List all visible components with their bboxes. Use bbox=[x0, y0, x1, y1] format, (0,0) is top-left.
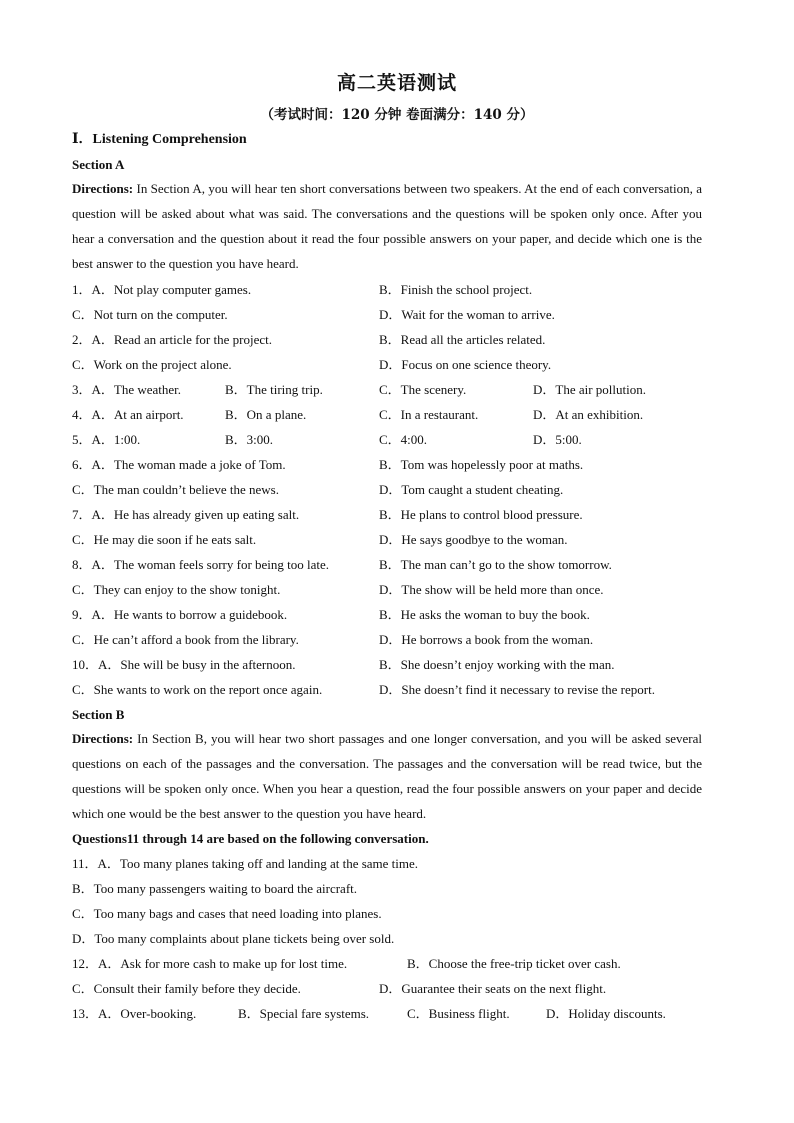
q2-option-b: B．Read all the articles related. bbox=[379, 332, 546, 347]
exam-info: （考试时间：120 分钟 卷面满分：140 分） bbox=[260, 107, 534, 123]
q5-option-c: C．4:00. bbox=[379, 432, 428, 447]
q12-option-d: D．Guarantee their seats on the next flight. bbox=[379, 981, 607, 996]
q11-option-d: D．Too many complaints about plane tickets being over sold. bbox=[72, 931, 395, 946]
q11-option-c: C．Too many bags and cases that need loading into planes. bbox=[72, 906, 382, 921]
q3-option-a: 3．A．The weather. bbox=[72, 382, 182, 397]
q12-option-c: C．Consult their family before they decide. bbox=[72, 981, 301, 996]
q4-option-d: D．At an exhibition. bbox=[533, 407, 644, 422]
q10-option-b: B．She doesn’t enjoy working with the man. bbox=[379, 657, 615, 672]
q9-option-b: B．He asks the woman to buy the book. bbox=[379, 607, 590, 622]
q2-option-d: D．Focus on one science theory. bbox=[379, 357, 552, 372]
q6-option-c: C．The man couldn’t believe the news. bbox=[72, 482, 279, 497]
q2-option-c: C．Work on the project alone. bbox=[72, 357, 232, 372]
q1-option-c: C．Not turn on the computer. bbox=[72, 307, 228, 322]
q4-option-a: 4．A．At an airport. bbox=[72, 407, 184, 422]
q12-option-b: B．Choose the free-trip ticket over cash. bbox=[407, 956, 621, 971]
q10-option-c: C．She wants to work on the report once again. bbox=[72, 682, 323, 697]
q5-option-a: 5．A．1:00. bbox=[72, 432, 141, 447]
q5-option-d: D．5:00. bbox=[533, 432, 582, 447]
q9-option-c: C．He can’t afford a book from the library. bbox=[72, 632, 299, 647]
q13-option-b: B．Special fare systems. bbox=[238, 1006, 370, 1021]
section-b-heading: Section B bbox=[72, 707, 125, 722]
q3-option-c: C．The scenery. bbox=[379, 382, 467, 397]
q8-option-d: D．The show will be held more than once. bbox=[379, 582, 604, 597]
q6-option-d: D．Tom caught a student cheating. bbox=[379, 482, 564, 497]
directions-text: In Section A, you will hear ten short conversations between two speakers. At the end of each conversation, a question will be asked about what was said. The conversations and the questions will be spoken only once. After you hear a conversation and the question about it read the four possible answers on your paper, and decide which one is the best answer to the question you have heard. bbox=[72, 181, 702, 271]
q9-option-a: 9．A．He wants to borrow a guidebook. bbox=[72, 607, 288, 622]
q13-option-d: D．Holiday discounts. bbox=[546, 1006, 666, 1021]
q2-option-a: 2．A．Read an article for the project. bbox=[72, 332, 272, 347]
q3-option-b: B．The tiring trip. bbox=[225, 382, 323, 397]
q10-option-a: 10．A．She will be busy in the afternoon. bbox=[72, 657, 296, 672]
section-a-heading: Section A bbox=[72, 157, 125, 172]
directions-text: In Section B, you will hear two short passages and one longer conversation, and you will be asked several questions on each of the passages and the conversation. The passages and the conversation will be read twice, but the questions will be spoken only once. When you hear a question, read the four possible answers on your paper and decide which one would be the best answer to the question you have heard. bbox=[72, 731, 702, 821]
q7-option-c: C．He may die soon if he eats salt. bbox=[72, 532, 257, 547]
section-b-directions bbox=[72, 726, 702, 826]
directions-label: Directions: bbox=[72, 731, 134, 746]
q1-option-b: B．Finish the school project. bbox=[379, 282, 533, 297]
q8-option-a: 8．A．The woman feels sorry for being too late. bbox=[72, 557, 330, 572]
q5-option-b: B．3:00. bbox=[225, 432, 274, 447]
q6-option-a: 6．A．The woman made a joke of Tom. bbox=[72, 457, 286, 472]
q6-option-b: B．Tom was hopelessly poor at maths. bbox=[379, 457, 584, 472]
q11-option-b: B．Too many passengers waiting to board the aircraft. bbox=[72, 881, 358, 896]
q12-option-a: 12．A．Ask for more cash to make up for lost time. bbox=[72, 956, 348, 971]
q13-option-a: 13．A．Over-booking. bbox=[72, 1006, 197, 1021]
q9-option-d: D．He borrows a book from the woman. bbox=[379, 632, 594, 647]
q7-option-b: B．He plans to control blood pressure. bbox=[379, 507, 583, 522]
q1-option-d: D．Wait for the woman to arrive. bbox=[379, 307, 555, 322]
q4-option-b: B．On a plane. bbox=[225, 407, 307, 422]
q1-option-a: 1．A．Not play computer games. bbox=[72, 282, 252, 297]
q7-option-a: 7．A．He has already given up eating salt. bbox=[72, 507, 300, 522]
page-title: 高二英语测试 bbox=[336, 72, 457, 94]
q4-option-c: C．In a restaurant. bbox=[379, 407, 479, 422]
question-group-heading: Questions11 through 14 are based on the following conversation. bbox=[72, 831, 429, 846]
q10-option-d: D．She doesn’t find it necessary to revise the report. bbox=[379, 682, 655, 697]
section-a-directions bbox=[72, 176, 702, 276]
q11-option-a: 11．A．Too many planes taking off and landing at the same time. bbox=[72, 856, 419, 871]
part-heading: Ⅰ．Listening Comprehension bbox=[72, 132, 247, 147]
q8-option-b: B．The man can’t go to the show tomorrow. bbox=[379, 557, 612, 572]
q7-option-d: D．He says goodbye to the woman. bbox=[379, 532, 568, 547]
q3-option-d: D．The air pollution. bbox=[533, 382, 647, 397]
q13-option-c: C．Business flight. bbox=[407, 1006, 510, 1021]
directions-label: Directions: bbox=[72, 181, 134, 196]
q8-option-c: C．They can enjoy to the show tonight. bbox=[72, 582, 281, 597]
